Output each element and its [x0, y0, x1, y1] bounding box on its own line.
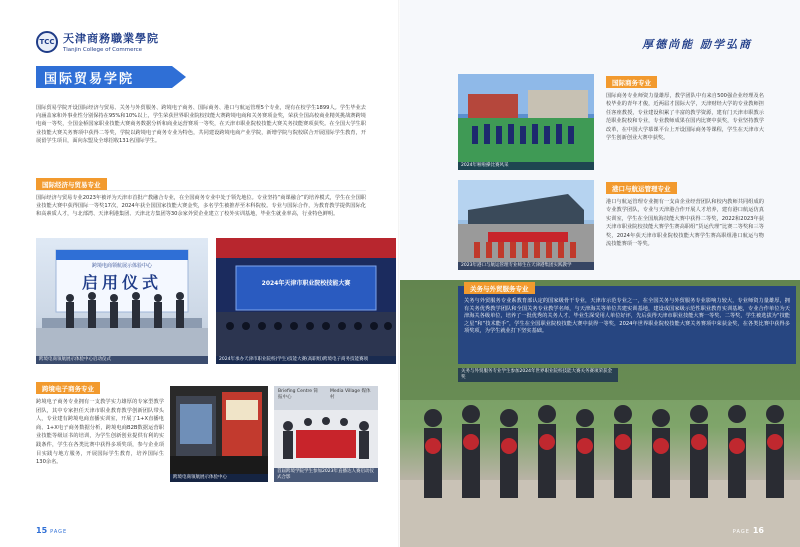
college-motto: 厚德尚能 励学弘商 [642, 38, 752, 51]
photo-caption: 2023年港口与航运管理专业师生在天津港集团实践教学 [458, 262, 594, 270]
photo-caption: 2024年啦啦操比赛风采 [458, 162, 594, 170]
port-practice-illustration [458, 180, 594, 270]
section-tag-intl-business: 国际商务专业 [606, 76, 657, 88]
photo-customs-team [400, 280, 800, 547]
photo-cheerleading [458, 74, 594, 170]
launch-ceremony-illustration [36, 238, 208, 364]
page-number-right [730, 526, 764, 535]
college-seal-icon: TCC [36, 31, 58, 53]
photo-caption: 跨境电商领航展示体验中心启动仪式 [36, 356, 208, 364]
intro-paragraph: 国际贸易学院开设国际经济与贸易、关务与外贸服务、跨境电子商务、国际商务、港口与航运管理5个专业，现有在校学生1899人。学生毕业去向涵盖家和外事业性分别保持在95%和10%以上，学生荣获世界职业院校技能大赛跨境电商和关务赛项金奖，荣获全国高校商业精英挑战赛跨境电商一等奖，全国金桥国家职业技能大赛商务数据分析和商业运营赛项一等奖，在天津市职业院校技能大赛关务技能赛项获奖。在全国大学生职业技能大赛关务赛项中获得二等奖，学院以跨境电子商务专业为特色，共同建设跨境电商产业学院，新增学院与院校联合开展国际学生教育，开展留学生项目，面向东盟及全球招收131名国际学生。 [36, 105, 366, 144]
section-text-intl-economics: 国际经济与贸易专业2023年被评为天津市首批产教融合专业，在全国商务专业中处于领先地位。专业坚持“商课融合”的培养模式，学生在全国职业技能大赛中获得国际一等奖17次，2024年获全国国家技能大赛金奖，多名学生被推荐至本科院校。专业与国际合作，为教育教学提供国际化和高素质人才，与北部湾、天津利港集团、天津北方集团等30余家外贸企业建立了校外实训基地，毕业生就业率高，行业特色鲜明。 [36, 195, 366, 218]
right-page [400, 0, 800, 547]
section-text-intl-business: 国际商务专业师资力量雄厚，教学团队中有来自500强企业经理及名校毕业的青年才俊，近两届才国际大学，天津财经大学的专业教师担任客座教授，专业建设积累了丰富的教学资源，建有门天津市职教示范职业院校和专业，专业教师成果在国内比赛中获奖，专业坚持教学改革，在中国大学慕课平台上开设国际商务等课程，学生在天津市大学生创新创业大赛中获奖。 [606, 93, 764, 142]
section-tag-customs: 关务与外贸服务专业 [464, 282, 535, 294]
page-word: PAGE [50, 529, 68, 535]
page-number-value: 15 [36, 526, 48, 535]
experience-center-illustration [170, 386, 268, 482]
page-number-left [36, 526, 70, 535]
venue-sign-media: Media Village 媒体村 [330, 389, 371, 400]
divider [36, 190, 366, 191]
photo-caption: 首届跨境学院学生参加2023年直播达人赛启动仪式合影 [274, 468, 378, 482]
photo-caption: 跨境电商领航展示体验中心 [170, 474, 268, 482]
college-logo[interactable] [36, 30, 159, 53]
college-name-en: Tianjin College of Commerce [63, 47, 143, 53]
competition-stage-illustration [216, 238, 396, 364]
screen-text: 2024年天津市职业院校技能大赛 [261, 280, 351, 287]
photo-caption: 关务与外贸服务专业学生参加2024年世界职业院校技能大赛关务赛项荣获金奖 [458, 368, 618, 382]
venue-sign-briefing: Briefing Centre 简报中心 [278, 389, 318, 400]
photo-launch-ceremony [36, 238, 208, 364]
customs-text-panel [458, 286, 796, 364]
photo-caption: 2024年承办天津市职业院校(学生)技能大赛(高职组)跨境电子商务技能赛项 [216, 356, 396, 364]
page-word: PAGE [732, 529, 750, 535]
photo-experience-center [170, 386, 268, 482]
section-tag-port-shipping: 港口与航运管理专业 [606, 182, 677, 194]
page-number-value: 16 [752, 526, 764, 535]
college-name-cn: 天津商務職業學院 [63, 32, 159, 45]
photo-group-banner [274, 386, 378, 482]
section-text-customs: 关务与外贸服务专业系教育部认定的国家级骨干专业，天津市示范专业之一，在全国关务与外贸服务专业影响力较大，专业师资力量雄厚，拥有关务优秀教学团队和全国关务专业教学名师，与天津海关等单位共建实训基地，建设成国家级示范性职业教育实训基地，专业合作单位为天津海关各级单位，培养了一批优秀的关务人才，毕业生深受用人单位好评，先后获得天津市职业技能大赛一等奖、二等奖，学生被选拔为“技能之星”和“技术能手”，学生在全国职业院校技能大赛中获得一等奖，2024年世界职业院校技能大赛关务赛项中荣获金奖，在各类比赛中获得多项奖项，为学生就业打下坚实基础。 [464, 298, 790, 335]
photo-port-practice [458, 180, 594, 270]
photo-skills-competition [216, 238, 396, 364]
cheerleading-illustration [458, 74, 594, 170]
sign-subtitle: 跨境电商领航展示体验中心 [91, 263, 152, 269]
page-title: 国际贸易学院 [36, 66, 172, 88]
sign-headline: 启用仪式 [81, 273, 162, 292]
section-tag-intl-economics: 国际经济与贸易专业 [36, 178, 107, 190]
section-text-cross-border-ecommerce: 跨境电子商务专业拥有一支教学实力雄厚的专家型教学团队，其中专家担任天津市职业教育教学创新团队带头人，专业建有跨境电商直播实训室，开展了1+X直播电商、1+X电子商务数据分析，跨境电商B2B数据运营职业技能等级证书的培训，为学生创新创业提供有利的实践条件，学生在各类比赛中获得多项奖项，参与企业项目实践与地方服务，开展国际学生教育，培养国际生130余名。 [36, 399, 164, 466]
section-text-port-shipping: 港口与航运管理专业拥有一支由企业经营团队和校内教师共同组成的专业教学团队，专业与天津港合作开展人才培养，建有港口航运仿真实训室，学生在全国航海技能大赛中获得二等奖，2022和2023年获天津市职业院校技能大赛学生赛高职组“货运代理”比赛二等奖和三等奖，2024年获天津市职业院校技能大赛学生赛高职组港口航运与物流技能赛项一等奖。 [606, 199, 764, 248]
section-tag-cross-border-ecommerce: 跨境电子商务专业 [36, 382, 100, 394]
